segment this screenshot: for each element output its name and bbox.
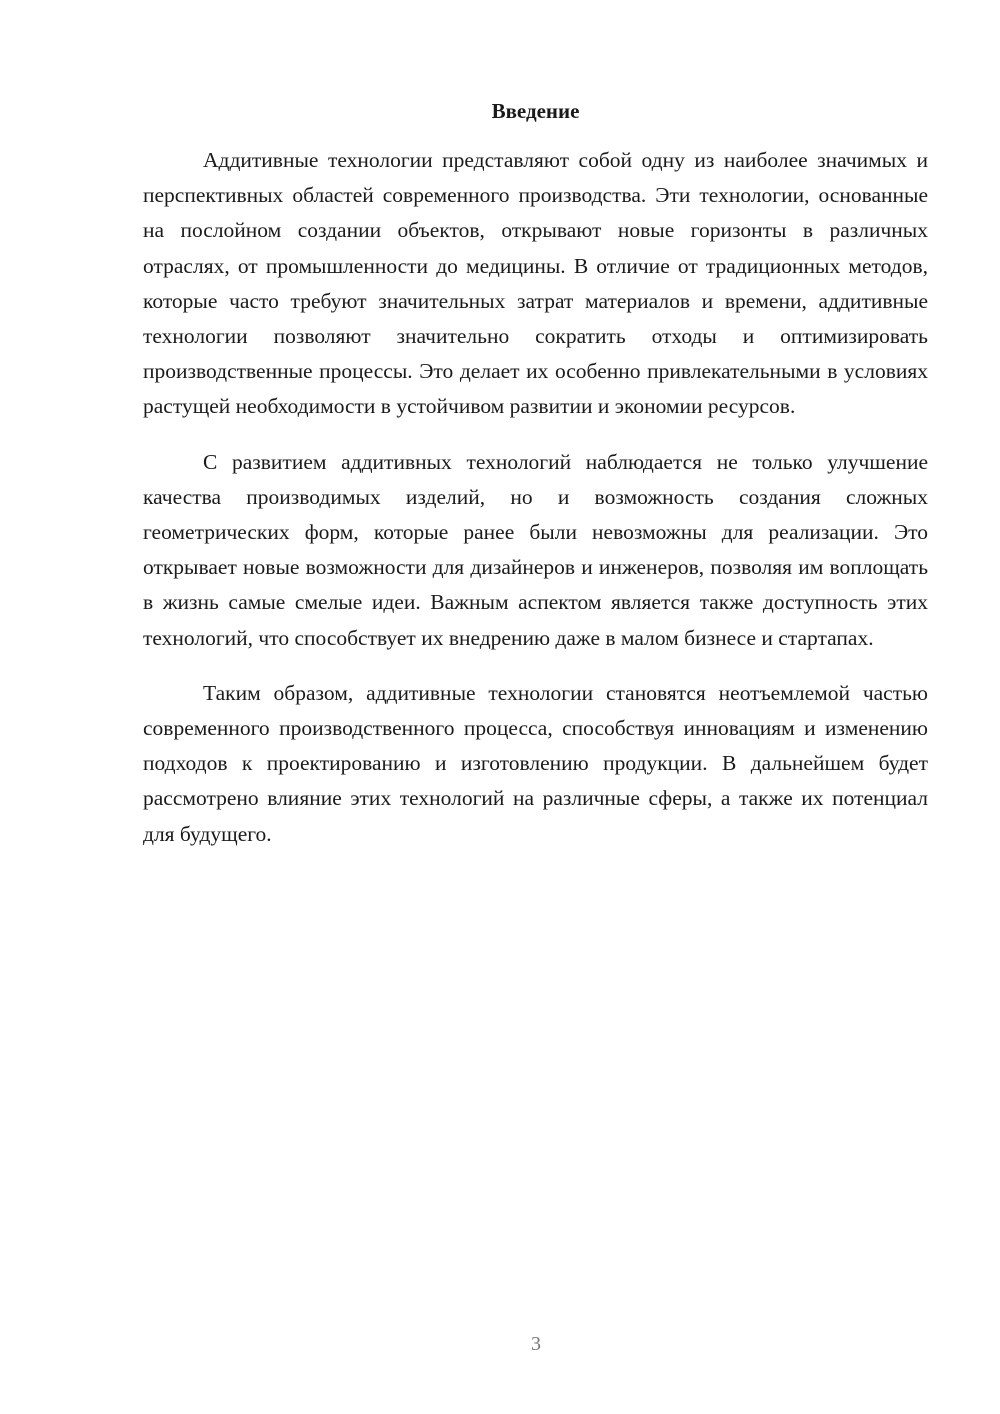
page-number: 3: [531, 1333, 541, 1355]
body-text: [143, 143, 928, 872]
paragraph-1: Аддитивные технологии представляют собой одну из наиболее значимых и перспективных областей современного производства. Эти технологии, основанные на послойном создании объектов, открывают новые горизонты в различных отраслях, от промышленности до медицины. В отличие от традиционных методов, которые часто требуют значительных затрат материалов и времени, аддитивные технологии позволяют значительно сократить отходы и оптимизировать производственные процессы. Это делает их особенно привлекательными в условиях растущей необходимости в устойчивом развитии и экономии ресурсов.: [143, 148, 928, 419]
paragraph-2: С развитием аддитивных технологий наблюдается не только улучшение качества производимых изделий, но и возможность создания сложных геометрических форм, которые ранее были невозможны для реализации. Это открывает новые возможности для дизайнеров и инженеров, позволяя им воплощать в жизнь самые смелые идеи. Важным аспектом является также доступность этих технологий, что способствует их внедрению даже в малом бизнесе и стартапах.: [143, 449, 928, 650]
paragraph-3: Таким образом, аддитивные технологии становятся неотъемлемой частью современного производственного процесса, способствуя инновациям и изменению подходов к проектированию и изготовлению продукции. В дальнейшем будет рассмотрено влияние этих технологий на различные сферы, а также их потенциал для будущего.: [143, 680, 928, 846]
page-title: Введение: [491, 99, 580, 123]
